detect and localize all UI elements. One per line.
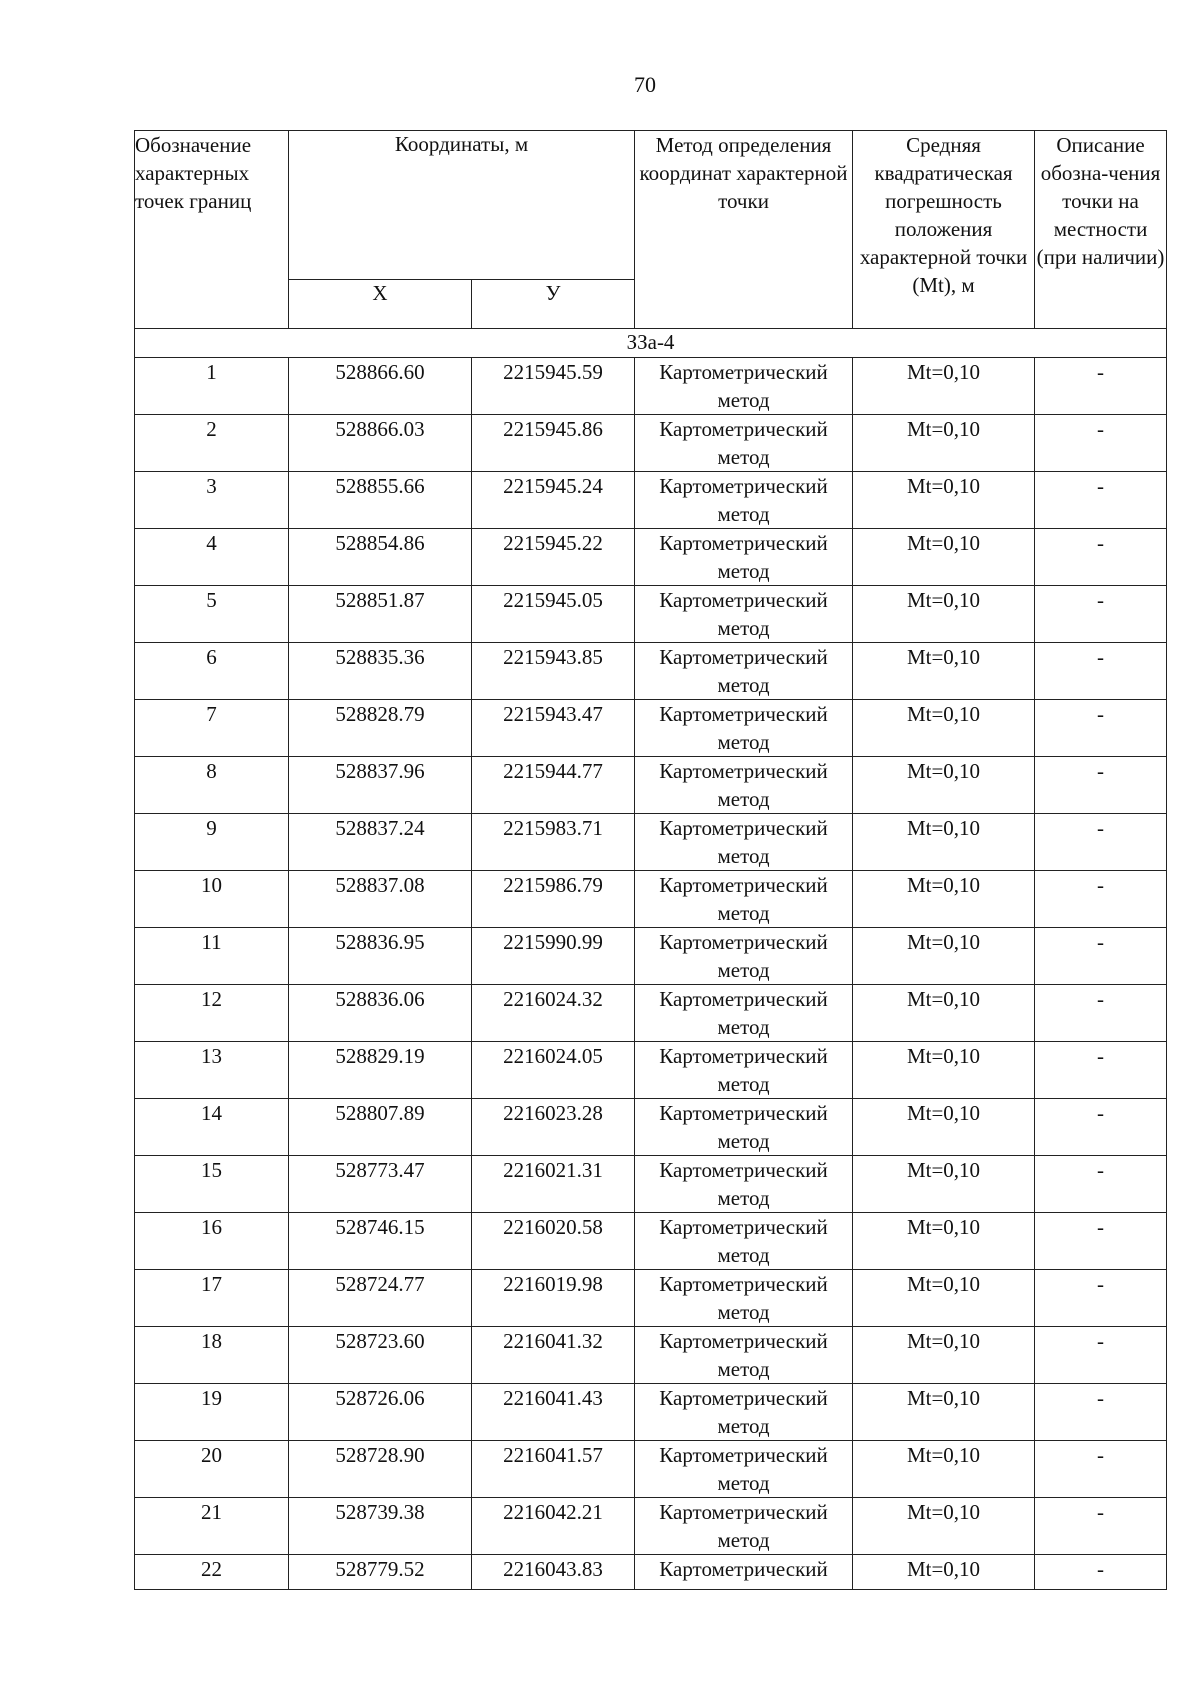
point-number-cell: 5: [135, 586, 289, 643]
mean-error-cell: Mt=0,10: [853, 700, 1035, 757]
mean-error-cell: Mt=0,10: [853, 928, 1035, 985]
header-coordinates: Координаты, м: [289, 131, 635, 280]
point-number-cell: 9: [135, 814, 289, 871]
description-cell: -: [1035, 1498, 1167, 1555]
method-cell: Картометрический метод: [635, 1270, 853, 1327]
description-cell: -: [1035, 643, 1167, 700]
header-description: Описание обозна-чения точки на местности (при наличии): [1035, 131, 1167, 329]
mean-error-cell: Mt=0,10: [853, 1441, 1035, 1498]
header-mean-error: Средняя квадратическая погрешность положения характерной точки (Mt), м: [853, 131, 1035, 329]
coord-y-cell: 2216042.21: [472, 1498, 635, 1555]
point-number-cell: 18: [135, 1327, 289, 1384]
table-header: [135, 131, 1167, 329]
table-row: [135, 1498, 1167, 1555]
mean-error-cell: Mt=0,10: [853, 1555, 1035, 1590]
point-number-cell: 1: [135, 358, 289, 415]
coord-x-cell: 528728.90: [289, 1441, 472, 1498]
coord-y-cell: 2216024.05: [472, 1042, 635, 1099]
mean-error-cell: Mt=0,10: [853, 1327, 1035, 1384]
table-row: [135, 700, 1167, 757]
description-cell: -: [1035, 1327, 1167, 1384]
coord-y-cell: 2216021.31: [472, 1156, 635, 1213]
point-number-cell: 12: [135, 985, 289, 1042]
method-cell: Картометрический метод: [635, 415, 853, 472]
table-row: [135, 529, 1167, 586]
point-number-cell: 22: [135, 1555, 289, 1590]
coord-y-cell: 2215983.71: [472, 814, 635, 871]
coord-y-cell: 2216023.28: [472, 1099, 635, 1156]
table-row: [135, 1384, 1167, 1441]
mean-error-cell: Mt=0,10: [853, 1213, 1035, 1270]
table-row: [135, 814, 1167, 871]
point-number-cell: 16: [135, 1213, 289, 1270]
description-cell: -: [1035, 1042, 1167, 1099]
table-row: [135, 643, 1167, 700]
method-cell: Картометрический метод: [635, 472, 853, 529]
coord-x-cell: 528828.79: [289, 700, 472, 757]
method-cell: Картометрический: [635, 1555, 853, 1590]
header-y: У: [472, 280, 635, 329]
coord-y-cell: 2215943.85: [472, 643, 635, 700]
section-title: ЗЗа-4: [135, 329, 1167, 358]
table-row: [135, 757, 1167, 814]
method-cell: Картометрический метод: [635, 586, 853, 643]
method-cell: Картометрический метод: [635, 1498, 853, 1555]
coord-x-cell: 528739.38: [289, 1498, 472, 1555]
method-cell: Картометрический метод: [635, 985, 853, 1042]
mean-error-cell: Mt=0,10: [853, 1384, 1035, 1441]
mean-error-cell: Mt=0,10: [853, 871, 1035, 928]
description-cell: -: [1035, 1441, 1167, 1498]
header-method: Метод определения координат характерной точки: [635, 131, 853, 329]
table-row: [135, 1327, 1167, 1384]
table-row: [135, 1441, 1167, 1498]
description-cell: -: [1035, 700, 1167, 757]
description-cell: -: [1035, 1555, 1167, 1590]
coord-y-cell: 2216041.43: [472, 1384, 635, 1441]
description-cell: -: [1035, 928, 1167, 985]
table-row: [135, 1213, 1167, 1270]
mean-error-cell: Mt=0,10: [853, 643, 1035, 700]
point-number-cell: 13: [135, 1042, 289, 1099]
description-cell: -: [1035, 871, 1167, 928]
coord-y-cell: 2216024.32: [472, 985, 635, 1042]
coord-x-cell: 528779.52: [289, 1555, 472, 1590]
coord-x-cell: 528837.96: [289, 757, 472, 814]
mean-error-cell: Mt=0,10: [853, 1099, 1035, 1156]
point-number-cell: 14: [135, 1099, 289, 1156]
coord-y-cell: 2215945.86: [472, 415, 635, 472]
table-row: [135, 1099, 1167, 1156]
coord-x-cell: 528724.77: [289, 1270, 472, 1327]
description-cell: -: [1035, 1270, 1167, 1327]
mean-error-cell: Mt=0,10: [853, 1498, 1035, 1555]
coord-y-cell: 2215943.47: [472, 700, 635, 757]
coord-x-cell: 528829.19: [289, 1042, 472, 1099]
coord-x-cell: 528851.87: [289, 586, 472, 643]
coord-y-cell: 2215945.22: [472, 529, 635, 586]
coord-x-cell: 528723.60: [289, 1327, 472, 1384]
method-cell: Картометрический метод: [635, 643, 853, 700]
method-cell: Картометрический метод: [635, 1441, 853, 1498]
method-cell: Картометрический метод: [635, 358, 853, 415]
mean-error-cell: Mt=0,10: [853, 814, 1035, 871]
coord-y-cell: 2216019.98: [472, 1270, 635, 1327]
coord-x-cell: 528866.03: [289, 415, 472, 472]
coord-y-cell: 2216043.83: [472, 1555, 635, 1590]
mean-error-cell: Mt=0,10: [853, 985, 1035, 1042]
table-row: [135, 415, 1167, 472]
point-number-cell: 11: [135, 928, 289, 985]
mean-error-cell: Mt=0,10: [853, 757, 1035, 814]
point-number-cell: 4: [135, 529, 289, 586]
table-row: [135, 1555, 1167, 1590]
coord-y-cell: 2215945.24: [472, 472, 635, 529]
table-row: [135, 1270, 1167, 1327]
table-row: [135, 985, 1167, 1042]
method-cell: Картометрический метод: [635, 814, 853, 871]
point-number-cell: 19: [135, 1384, 289, 1441]
point-number-cell: 15: [135, 1156, 289, 1213]
description-cell: -: [1035, 358, 1167, 415]
coord-x-cell: 528836.06: [289, 985, 472, 1042]
method-cell: Картометрический метод: [635, 700, 853, 757]
mean-error-cell: Mt=0,10: [853, 358, 1035, 415]
method-cell: Картометрический метод: [635, 1213, 853, 1270]
point-number-cell: 6: [135, 643, 289, 700]
point-number-cell: 21: [135, 1498, 289, 1555]
method-cell: Картометрический метод: [635, 1042, 853, 1099]
point-number-cell: 10: [135, 871, 289, 928]
mean-error-cell: Mt=0,10: [853, 472, 1035, 529]
coord-x-cell: 528837.24: [289, 814, 472, 871]
mean-error-cell: Mt=0,10: [853, 415, 1035, 472]
table-row: [135, 358, 1167, 415]
method-cell: Картометрический метод: [635, 871, 853, 928]
mean-error-cell: Mt=0,10: [853, 529, 1035, 586]
method-cell: Картометрический метод: [635, 1156, 853, 1213]
point-number-cell: 20: [135, 1441, 289, 1498]
description-cell: -: [1035, 1156, 1167, 1213]
coord-x-cell: 528835.36: [289, 643, 472, 700]
table-row: [135, 871, 1167, 928]
description-cell: -: [1035, 985, 1167, 1042]
method-cell: Картометрический метод: [635, 1384, 853, 1441]
coord-x-cell: 528866.60: [289, 358, 472, 415]
description-cell: -: [1035, 1099, 1167, 1156]
coord-x-cell: 528807.89: [289, 1099, 472, 1156]
coord-x-cell: 528746.15: [289, 1213, 472, 1270]
description-cell: -: [1035, 529, 1167, 586]
method-cell: Картометрический метод: [635, 1327, 853, 1384]
coord-x-cell: 528855.66: [289, 472, 472, 529]
coord-x-cell: 528837.08: [289, 871, 472, 928]
description-cell: -: [1035, 814, 1167, 871]
mean-error-cell: Mt=0,10: [853, 1042, 1035, 1099]
mean-error-cell: Mt=0,10: [853, 586, 1035, 643]
coord-y-cell: 2215986.79: [472, 871, 635, 928]
description-cell: -: [1035, 586, 1167, 643]
point-number-cell: 7: [135, 700, 289, 757]
mean-error-cell: Mt=0,10: [853, 1270, 1035, 1327]
coord-y-cell: 2215990.99: [472, 928, 635, 985]
page-number: 70: [634, 72, 656, 97]
coord-y-cell: 2216020.58: [472, 1213, 635, 1270]
mean-error-cell: Mt=0,10: [853, 1156, 1035, 1213]
table-row: [135, 472, 1167, 529]
table-row: [135, 1042, 1167, 1099]
description-cell: -: [1035, 415, 1167, 472]
table-body: [135, 329, 1167, 1590]
point-number-cell: 2: [135, 415, 289, 472]
coord-x-cell: 528773.47: [289, 1156, 472, 1213]
boundary-points-table: [134, 130, 1167, 1590]
coord-x-cell: 528854.86: [289, 529, 472, 586]
coord-y-cell: 2215945.05: [472, 586, 635, 643]
point-number-cell: 8: [135, 757, 289, 814]
method-cell: Картометрический метод: [635, 529, 853, 586]
point-number-cell: 3: [135, 472, 289, 529]
description-cell: -: [1035, 1213, 1167, 1270]
table-row: [135, 586, 1167, 643]
coord-y-cell: 2216041.32: [472, 1327, 635, 1384]
description-cell: -: [1035, 757, 1167, 814]
coord-y-cell: 2216041.57: [472, 1441, 635, 1498]
point-number-cell: 17: [135, 1270, 289, 1327]
method-cell: Картометрический метод: [635, 928, 853, 985]
header-designation: Обозначение характерных точек границ: [135, 131, 289, 329]
header-x: Х: [289, 280, 472, 329]
coord-x-cell: 528726.06: [289, 1384, 472, 1441]
method-cell: Картометрический метод: [635, 1099, 853, 1156]
coord-x-cell: 528836.95: [289, 928, 472, 985]
description-cell: -: [1035, 472, 1167, 529]
table-row: [135, 928, 1167, 985]
description-cell: -: [1035, 1384, 1167, 1441]
coord-y-cell: 2215945.59: [472, 358, 635, 415]
coord-y-cell: 2215944.77: [472, 757, 635, 814]
table-row: [135, 1156, 1167, 1213]
method-cell: Картометрический метод: [635, 757, 853, 814]
